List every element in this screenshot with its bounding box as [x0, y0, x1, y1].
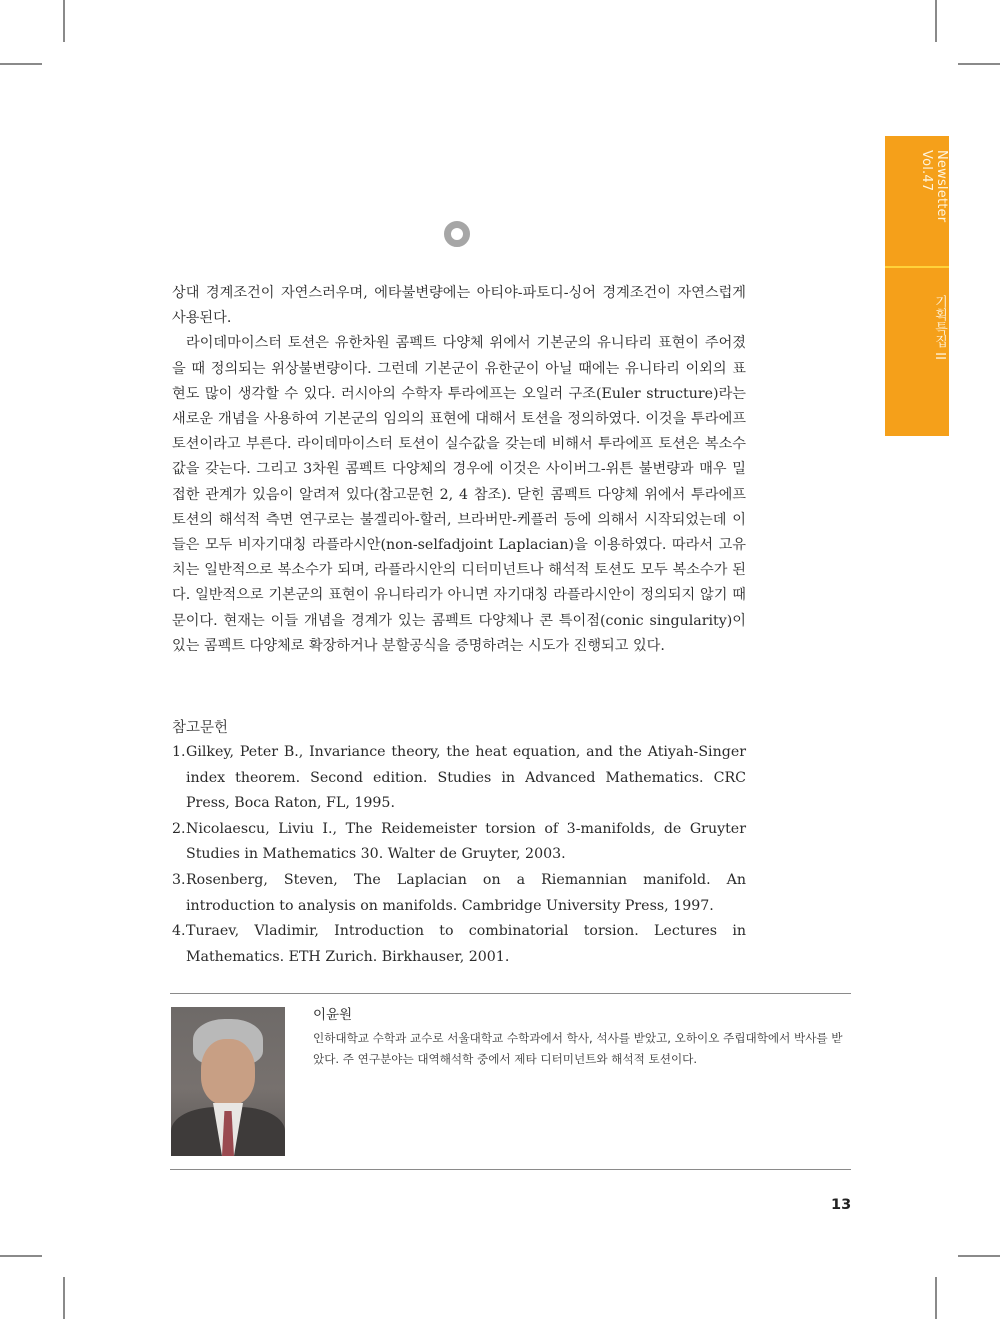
crop-mark-top-right-vertical	[935, 0, 937, 42]
reference-item	[172, 868, 746, 919]
author-photo	[171, 1007, 285, 1156]
author-box-bottom-rule	[170, 1169, 851, 1170]
crop-mark-bottom-right-horizontal	[958, 1255, 1000, 1257]
crop-mark-top-left-horizontal	[0, 63, 42, 65]
references-heading: 참고문헌	[172, 720, 229, 736]
article-body	[172, 281, 746, 659]
reference-item	[172, 919, 746, 970]
section-side-tab	[885, 136, 949, 436]
crop-mark-bottom-right-vertical	[935, 1277, 937, 1319]
crop-mark-top-left-vertical	[63, 0, 65, 42]
page-number: 13	[831, 1197, 852, 1213]
crop-mark-top-right-horizontal	[958, 63, 1000, 65]
reference-number: 2.	[172, 820, 186, 837]
reference-item	[172, 740, 746, 817]
publication-label: Newsletter Vol.47	[919, 150, 949, 223]
body-paragraph: 상대 경계조건이 자연스러우며, 에타불변량에는 아티야-파토디-싱어 경계조건이 자연스럽게 사용된다.	[172, 285, 746, 327]
author-name: 이윤원	[313, 1007, 353, 1023]
reference-number: 4.	[172, 923, 186, 940]
section-label: 기획특집 II	[932, 295, 947, 361]
references-list	[172, 740, 746, 970]
author-bio: 인하대학교 수학과 교수로 서울대학교 수학과에서 학사, 석사를 받았고, 오하이오 주립대학에서 박사를 받았다. 주 연구분야는 대역해석학 중에서 제타 디터미넌트와 해석적 토션이다.	[313, 1031, 843, 1066]
photo-face	[201, 1039, 255, 1105]
body-paragraph: 라이데마이스터 토션은 유한차원 콤펙트 다양체 위에서 기본군의 유니타리 표현이 주어졌을 때 정의되는 위상불변량이다. 그런데 기본군이 유한군이 아닐 때에는 유니타리 이외의 표현도 많이 생각할 수 있다. 러시아의 수학자 투라에프는 오일러 구조(Euler structure)라는 새로운 개념을 사용하여 기본군의 임의의 표현에 대해서 토션을 정의하였다. 이것을 투라에프 토션이라고 부른다. 라이데마이스터 토션이 실수값을 갖는데 비해서 투라에프 토션은 복소수 값을 갖는다. 그리고 3차원 콤펙트 다양체의 경우에 이것은 사이버그-위튼 불변량과 매우 밀접한 관계가 있음이 알려져 있다(참고문헌 2, 4 참조). 닫힌 콤펙트 다양체 위에서 투라에프 토션의 해석적 측면 연구로는 불겔리아-할러, 브라버만-케플러 등에 의해서 시작되었는데 이들은 모두 비자기대칭 라플라시안(non-selfadjoint Laplacian)을 이용하였다. 따라서 고유치는 일반적으로 복소수가 되며, 라플라시안의 디터미넌트나 해석적 토션도 모두 복소수가 된다. 일반적으로 기본군의 표현이 유니타리가 아니면 자기대칭 라플라시안이 정의되지 않기 때문이다. 현재는 이들 개념을 경계가 있는 콤펙트 다양체나 콘 특이점(conic singularity)이 있는 콤펙트 다양체로 확장하거나 분할공식을 증명하려는 시도가 진행되고 있다.	[172, 335, 746, 654]
reference-text: Nicolaescu, Liviu I., The Reidemeister torsion of 3-manifolds, de Gruyter Studies in Mathematics 30. Walter de Gruyter, 2003.	[186, 820, 746, 863]
crop-mark-bottom-left-horizontal	[0, 1255, 42, 1257]
reference-item	[172, 817, 746, 868]
reference-text: Gilkey, Peter B., Invariance theory, the heat equation, and the Atiyah-Singer index theorem. Second edition. Studies in Advanced Mathematics. CRC Press, Boca Raton, FL, 1995.	[186, 744, 746, 812]
reference-text: Rosenberg, Steven, The Laplacian on a Riemannian manifold. An introduction to analysis on manifolds. Cambridge University Press, 1997.	[186, 871, 746, 914]
author-box-top-rule	[170, 993, 851, 994]
reference-text: Turaev, Vladimir, Introduction to combinatorial torsion. Lectures in Mathematics. ETH Zurich. Birkhauser, 2001.	[186, 923, 746, 965]
ring-ornament-icon	[444, 221, 470, 247]
reference-number: 3.	[172, 871, 186, 888]
side-tab-divider	[885, 266, 949, 268]
reference-number: 1.	[172, 744, 186, 760]
crop-mark-bottom-left-vertical	[63, 1277, 65, 1319]
